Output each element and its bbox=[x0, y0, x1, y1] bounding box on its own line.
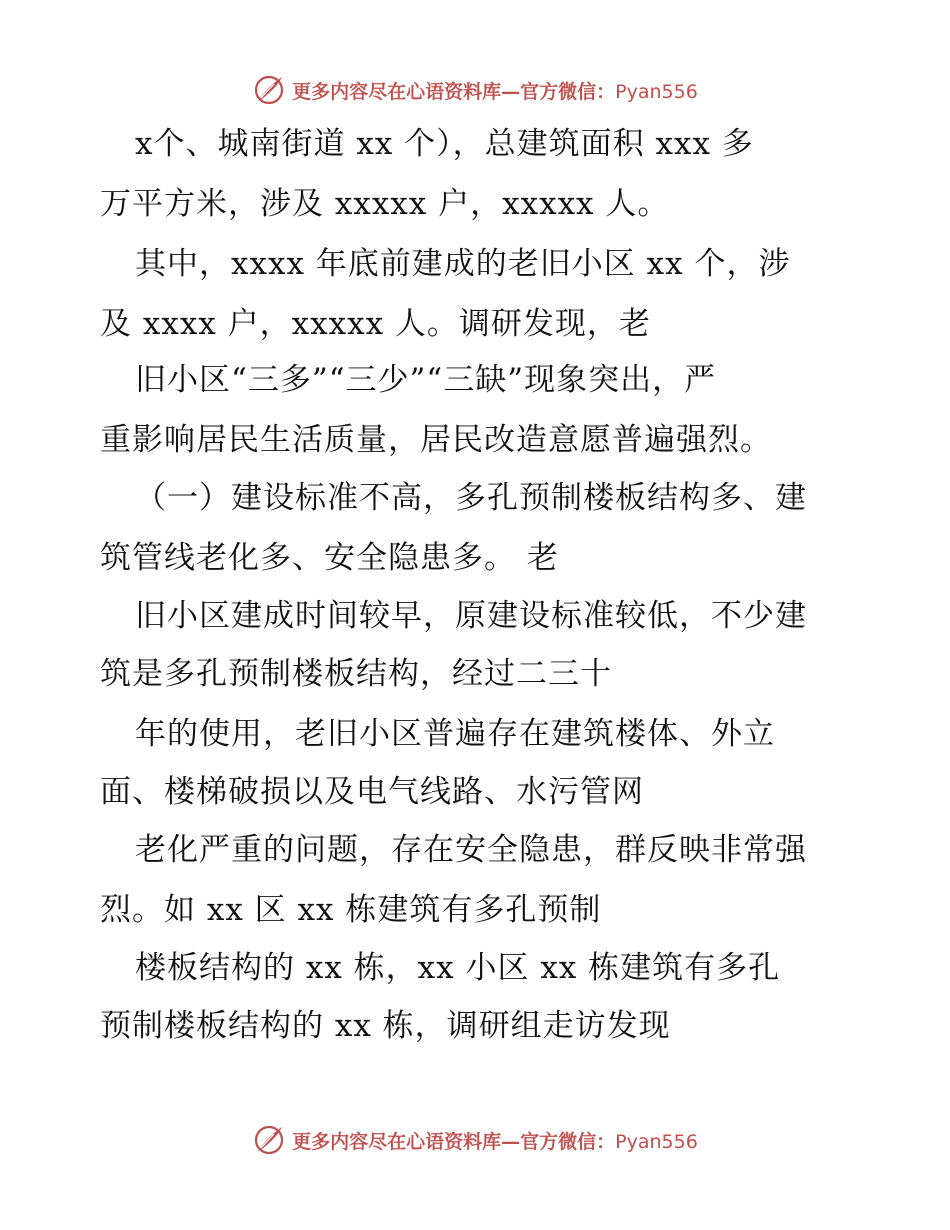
banner-text-wechat-id: Pyan556 bbox=[615, 80, 698, 103]
banner-text-zh: 更多内容尽在心语资料库—官方微信： bbox=[292, 80, 616, 103]
body-line: 烈。如 xx 区 xx 栋建筑有多孔预制 bbox=[100, 892, 602, 928]
body-line: 筑管线老化多、安全隐患多。 老 bbox=[100, 540, 559, 576]
quill-logo-icon bbox=[252, 73, 286, 107]
footer-watermark-banner bbox=[0, 1120, 950, 1160]
header-watermark-banner bbox=[0, 70, 950, 110]
banner-text bbox=[292, 1127, 698, 1154]
body-line: 筑是多孔预制楼板结构，经过二三十 bbox=[100, 656, 612, 692]
body-line: 预制楼板结构的 xx 栋，调研组走访发现 bbox=[100, 1008, 671, 1044]
body-line: 年的使用，老旧小区普遍存在建筑楼体、外立 bbox=[135, 716, 775, 752]
body-line: （一）建设标准不高，多孔预制楼板结构多、建 bbox=[135, 480, 807, 516]
body-line: x个、城南街道 xx 个），总建筑面积 xxx 多 bbox=[135, 126, 754, 162]
body-line: 及 xxxx 户，xxxxx 人。调研发现，老 bbox=[100, 306, 651, 342]
body-line: 万平方米，涉及 xxxxx 户，xxxxx 人。 bbox=[100, 186, 670, 222]
banner-text-zh: 更多内容尽在心语资料库—官方微信： bbox=[292, 1130, 616, 1153]
body-line: 重影响居民生活质量，居民改造意愿普遍强烈。 bbox=[100, 422, 772, 458]
body-line: 面、楼梯破损以及电气线路、水污管网 bbox=[100, 774, 644, 810]
body-line: 旧小区建成时间较早，原建设标准较低，不少建 bbox=[135, 598, 807, 634]
body-line: 楼板结构的 xx 栋，xx 小区 xx 栋建筑有多孔 bbox=[135, 950, 781, 986]
body-line: 老化严重的问题，存在安全隐患，群反映非常强 bbox=[135, 832, 807, 868]
body-line: 旧小区“三多”“三少”“三缺”现象突出，严 bbox=[135, 362, 717, 398]
banner-text-wechat-id: Pyan556 bbox=[615, 1130, 698, 1153]
quill-logo-icon bbox=[252, 1123, 286, 1157]
banner-text bbox=[292, 77, 698, 104]
body-line: 其中，xxxx 年底前建成的老旧小区 xx 个，涉 bbox=[135, 246, 791, 282]
